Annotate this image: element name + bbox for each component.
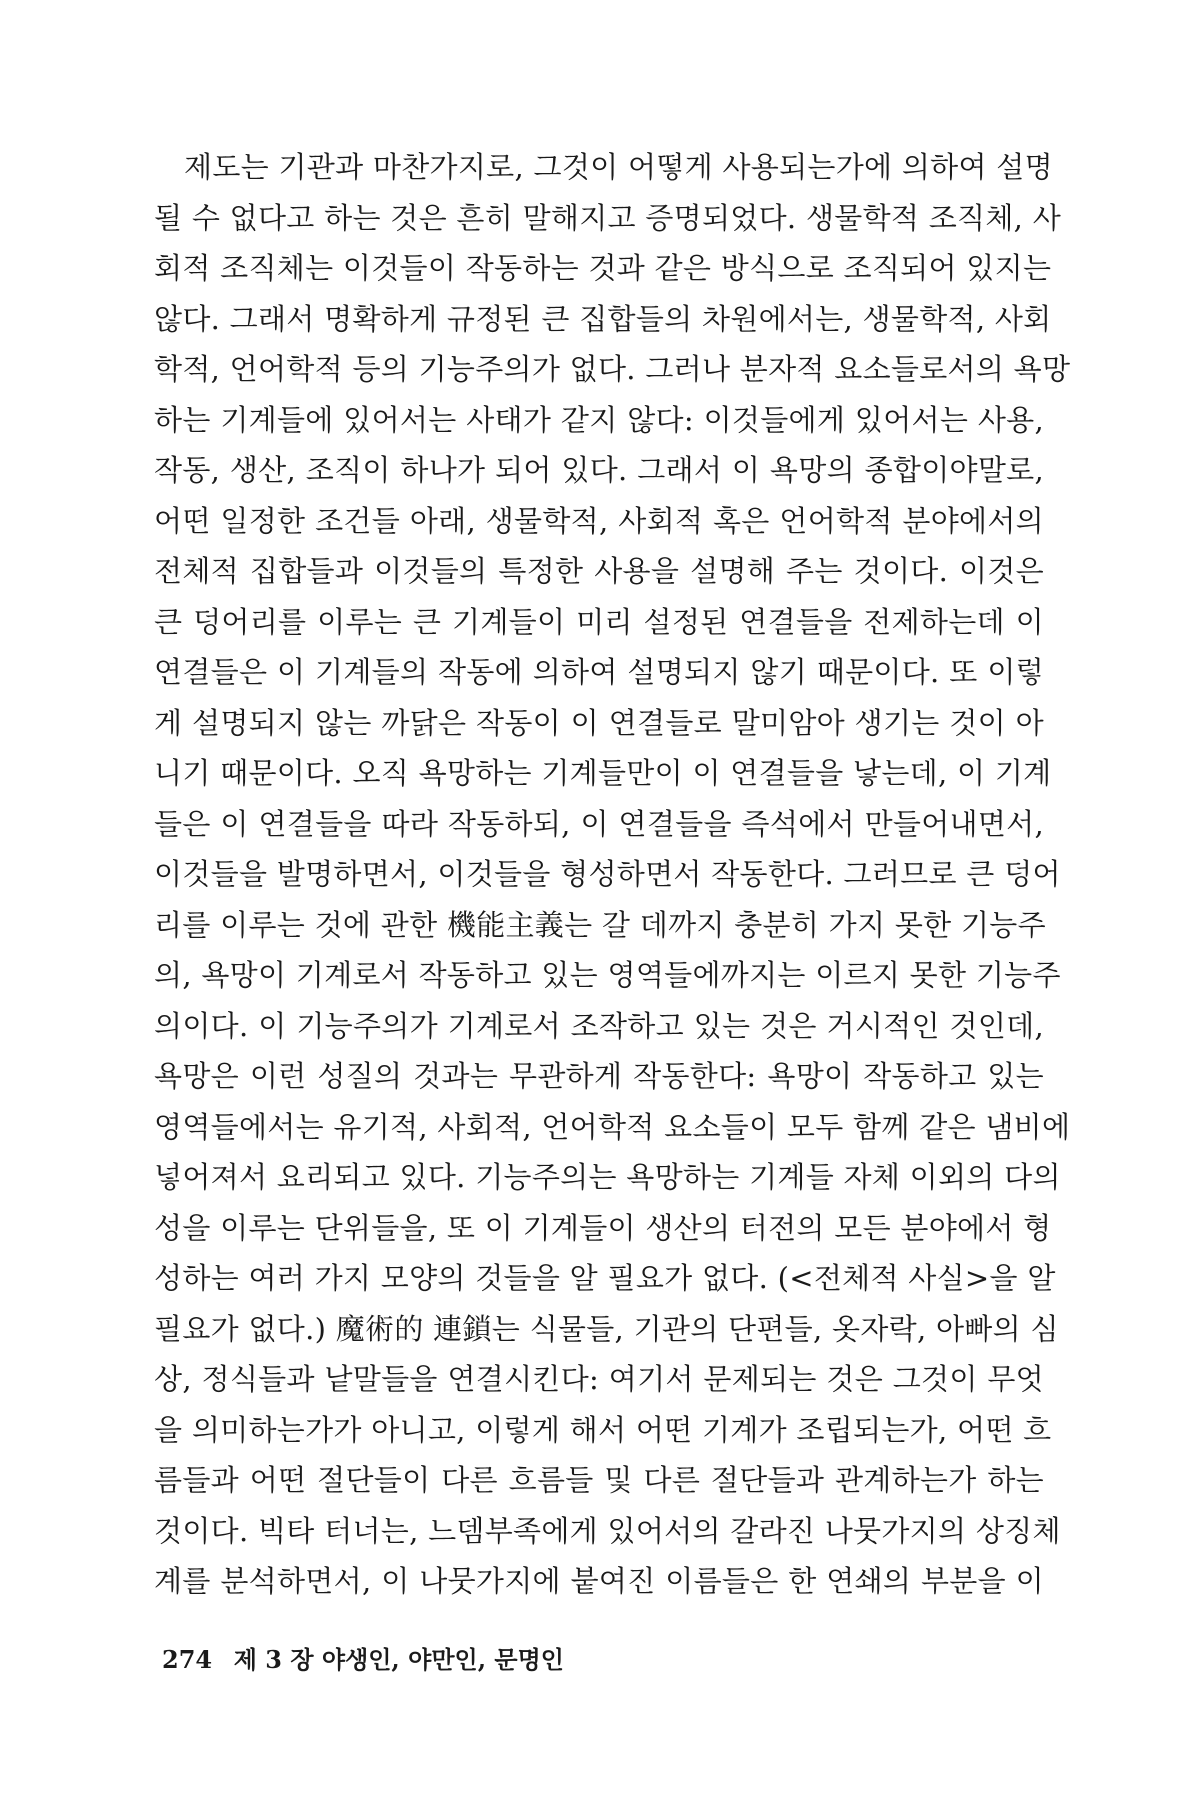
text-line: 어떤 일정한 조건들 아래, 생물학적, 사회적 혹은 언어학적 분야에서의 (154, 503, 1044, 538)
text-line: 학적, 언어학적 등의 기능주의가 없다. 그러나 분자적 요소들로서의 욕망 (154, 352, 1071, 386)
chapter-title: 제 3 장 야생인, 야만인, 문명인 (233, 1645, 564, 1674)
text-line: 필요가 없다.) 魔術的 連鎖는 식물들, 기관의 단편들, 옷자락, 아빠의 심 (154, 1311, 1059, 1346)
text-line: 작동, 생산, 조직이 하나가 되어 있다. 그래서 이 욕망의 종합이야말로, (154, 453, 1044, 487)
text-line: 될 수 없다고 하는 것은 흔히 말해지고 증명되었다. 생물학적 조직체, 사 (154, 200, 1062, 235)
text-line: 들은 이 연결들을 따라 작동하되, 이 연결들을 즉석에서 만들어내면서, (154, 806, 1044, 841)
text-line: 않다. 그래서 명확하게 규정된 큰 집합들의 차원에서는, 생물학적, 사회 (154, 301, 1052, 336)
text-line: 연결들은 이 기계들의 작동에 의하여 설명되지 않기 때문이다. 또 이렇 (154, 655, 1044, 689)
text-line: 의이다. 이 기능주의가 기계로서 조작하고 있는 것은 거시적인 것인데, (154, 1008, 1044, 1043)
text-line: 름들과 어떤 절단들이 다른 흐름들 및 다른 절단들과 관계하는가 하는 (154, 1463, 1044, 1497)
page-footer (162, 1640, 564, 1680)
text-line: 이것들을 발명하면서, 이것들을 형성하면서 작동한다. 그러므로 큰 덩어 (154, 857, 1061, 891)
text-line: 큰 덩어리를 이루는 큰 기계들이 미리 설정된 연결들을 전제하는데 이 (154, 604, 1044, 639)
text-line: 계를 분석하면서, 이 나뭇가지에 붙여진 이름들은 한 연쇄의 부분을 이 (154, 1564, 1044, 1598)
text-line: 제도는 기관과 마찬가지로, 그것이 어떻게 사용되는가에 의하여 설명 (184, 150, 1053, 184)
text-line: 니기 때문이다. 오직 욕망하는 기계들만이 이 연결들을 낳는데, 이 기계 (154, 756, 1052, 790)
text-line: 것이다. 빅타 터너는, 느뎀부족에게 있어서의 갈라진 나뭇가지의 상징체 (154, 1513, 1061, 1548)
text-line: 의, 욕망이 기계로서 작동하고 있는 영역들에까지는 이르지 못한 기능주 (154, 958, 1061, 992)
text-line: 게 설명되지 않는 까닭은 작동이 이 연결들로 말미암아 생기는 것이 아 (154, 705, 1044, 740)
text-line: 회적 조직체는 이것들이 작동하는 것과 같은 방식으로 조직되어 있지는 (154, 251, 1052, 285)
text-line: 영역들에서는 유기적, 사회적, 언어학적 요소들이 모두 함께 같은 냄비에 (154, 1109, 1071, 1144)
body-paragraph (154, 142, 1071, 1607)
text-line: 상, 정식들과 낱말들을 연결시킨다: 여기서 문제되는 것은 그것이 무엇 (154, 1362, 1044, 1396)
text-line: 욕망은 이런 성질의 것과는 무관하게 작동한다: 욕망이 작동하고 있는 (154, 1059, 1044, 1093)
text-line: 성하는 여러 가지 모양의 것들을 알 필요가 없다. (<전체적 사실>을 알 (154, 1261, 1056, 1295)
text-line: 넣어져서 요리되고 있다. 기능주의는 욕망하는 기계들 자체 이외의 다의 (154, 1160, 1061, 1194)
text-line: 성을 이루는 단위들을, 또 이 기계들이 생산의 터전의 모든 분야에서 형 (154, 1210, 1052, 1245)
text-line: 하는 기계들에 있어서는 사태가 같지 않다: 이것들에게 있어서는 사용, (154, 402, 1044, 437)
page-number: 274 (162, 1645, 213, 1674)
text-line: 을 의미하는가가 아니고, 이렇게 해서 어떤 기계가 조립되는가, 어떤 흐 (154, 1412, 1052, 1447)
text-line: 전체적 집합들과 이것들의 특정한 사용을 설명해 주는 것이다. 이것은 (154, 554, 1044, 588)
text-line: 리를 이루는 것에 관한 機能主義는 갈 데까지 충분히 가지 못한 기능주 (154, 907, 1046, 942)
